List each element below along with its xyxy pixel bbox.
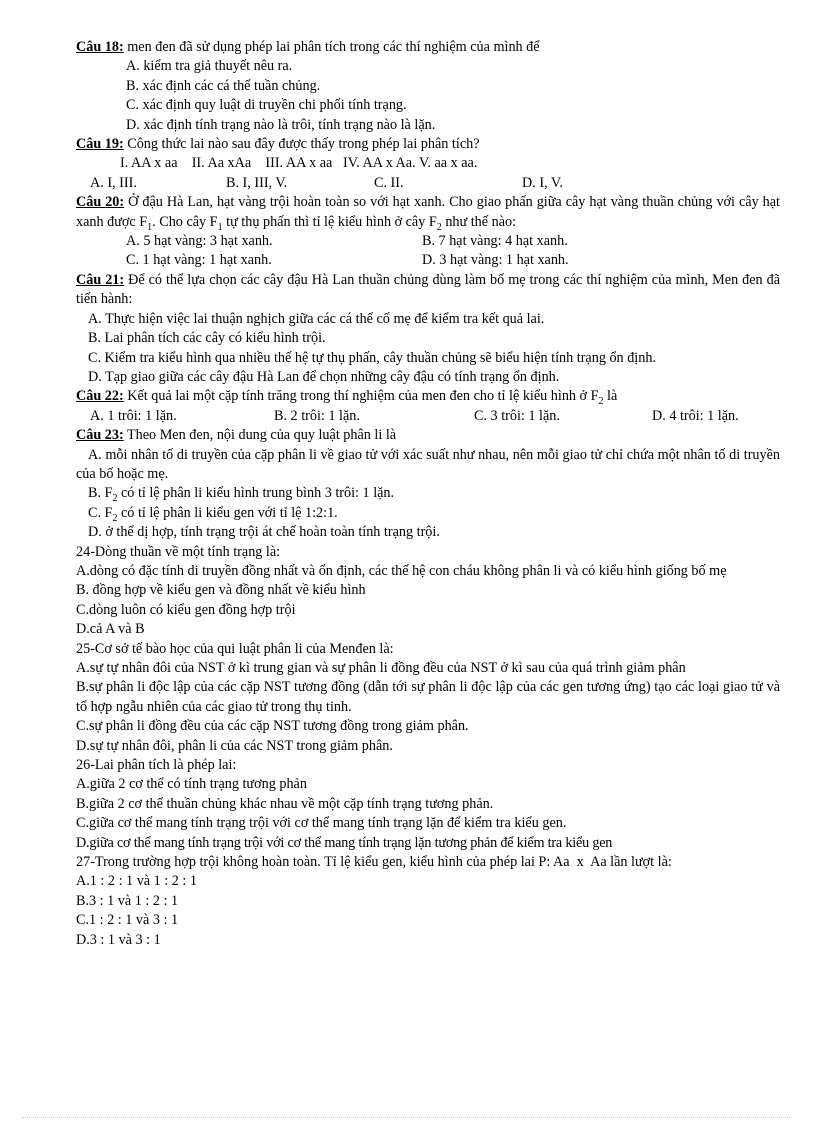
option-b: B.3 : 1 và 1 : 2 : 1 bbox=[76, 892, 179, 909]
question-number: Câu 19: bbox=[76, 136, 124, 153]
question-22 bbox=[76, 387, 780, 406]
option-a: A. Thực hiện việc lai thuận nghịch giữa các cá thể cố mẹ để kiểm tra kết quả lai. bbox=[88, 310, 545, 327]
question-stem: Để có thể lựa chọn các cây đậu Hà Lan thuần chủng dùng làm bố mẹ trong các thí nghiệm của mình, Men đen đã tiến hành: bbox=[76, 271, 780, 308]
subscript: 2 bbox=[598, 396, 604, 408]
option-c: C.1 : 2 : 1 và 3 : 1 bbox=[76, 912, 179, 929]
subscript: 1 bbox=[147, 221, 153, 233]
option-a: A. 5 hạt vàng: 3 hạt xanh. bbox=[126, 233, 273, 250]
question-stem: Kết quả lai một cặp tính trăng trong thí nghiệm của men đen cho tỉ lệ kiểu hình ở F bbox=[123, 388, 599, 405]
option-d: D.sự tự nhân đôi, phân li của các NST trong giảm phân. bbox=[76, 737, 393, 754]
option-c: C.giữa cơ thể mang tính trạng trội với cơ thể mang tính trạng lặn để kiểm tra kiểu gen. bbox=[76, 815, 567, 832]
option-row bbox=[76, 251, 780, 270]
option-b: B. 7 hạt vàng: 4 hạt xanh. bbox=[422, 233, 568, 250]
question-20 bbox=[76, 193, 780, 232]
subscript: 1 bbox=[217, 221, 223, 233]
question-number: Câu 21: bbox=[76, 271, 125, 288]
subscript: 2 bbox=[112, 512, 118, 524]
option-a: A.1 : 2 : 1 và 1 : 2 : 1 bbox=[76, 873, 197, 890]
option-a: A.dòng có đặc tính di truyền đồng nhất và ổn định, các thế hệ con cháu không phân li và có kiểu hình giống bố mẹ bbox=[76, 562, 727, 579]
option-a: A.giữa 2 cơ thể có tính trạng tương phản bbox=[76, 776, 307, 793]
question-number: Câu 23: bbox=[76, 427, 124, 444]
option-c: C. 3 trôi: 1 lặn. bbox=[474, 407, 560, 424]
question-stem-cont: tự thụ phấn thì tỉ lệ kiểu hình ở cây F bbox=[222, 213, 437, 230]
question-stem-cont: . Cho cây F bbox=[152, 213, 218, 230]
option-d: D. 3 hạt vàng: 1 hạt xanh. bbox=[422, 252, 569, 269]
option-row bbox=[76, 232, 780, 251]
document-page bbox=[76, 38, 780, 950]
question-23 bbox=[76, 426, 780, 445]
question-21 bbox=[76, 271, 780, 310]
option-c: C. 1 hạt vàng: 1 hạt xanh. bbox=[126, 252, 272, 269]
option-d: D. ở thể dị hợp, tính trạng trội át chế hoàn toàn tính trạng trội. bbox=[88, 524, 440, 541]
option-row bbox=[76, 407, 780, 426]
option-d: D. xác định tính trạng nào là trôi, tính trạng nào là lặn. bbox=[126, 116, 436, 133]
option-b: B. xác định các cá thể tuần chủng. bbox=[126, 77, 321, 94]
question-stem: Công thức lai nào sau đây được thấy trong phép lai phân tích? bbox=[123, 136, 480, 153]
option-text-cont: có tỉ lệ phân li kiểu hình trung bình 3 trôi: 1 lặn. bbox=[117, 485, 395, 502]
option-text: C. F bbox=[88, 504, 113, 521]
option-a: A. mỗi nhân tố di truyền của cặp phân li về giao tử với xác suất như nhau, nên mỗi giao tử chỉ chứa một nhân tố di truyền của bố hoặc mẹ. bbox=[76, 446, 780, 482]
question-number: Câu 18: bbox=[76, 39, 124, 55]
option-a: A. kiểm tra giả thuyết nêu ra. bbox=[126, 58, 293, 75]
option-row bbox=[76, 174, 780, 193]
option-text: B. F bbox=[88, 485, 113, 502]
question-19 bbox=[76, 135, 780, 154]
option-d: D. 4 trôi: 1 lặn. bbox=[652, 407, 739, 424]
option-c: C. xác định quy luật di truyền chi phối tính trạng. bbox=[126, 97, 407, 114]
option-b: B. I, III, V. bbox=[226, 174, 288, 191]
option-a: A.sự tự nhân đôi của NST ở kì trung gian và sự phân li đồng đều của NST ở kì sau của quá trình giảm phân bbox=[76, 660, 686, 676]
question-24: 24-Dòng thuần về một tính trạng là: bbox=[76, 543, 281, 560]
option-b bbox=[76, 484, 780, 503]
option-a: A. 1 trôi: 1 lặn. bbox=[90, 407, 177, 424]
option-b: B. 2 trôi: 1 lặn. bbox=[274, 407, 360, 424]
option-c: C.dòng luôn có kiểu gen đồng hợp trội bbox=[76, 601, 296, 618]
option-d: D. I, V. bbox=[522, 174, 563, 191]
option-b: B.giữa 2 cơ thể thuần chủng khác nhau về một cặp tính trạng tương phản. bbox=[76, 795, 494, 812]
question-stem-cont: là bbox=[603, 388, 618, 405]
option-c: C. Kiểm tra kiểu hình qua nhiều thế hệ tự thụ phấn, cây thuần chủng sẽ biểu hiện tính trạng ổn định. bbox=[88, 349, 656, 366]
option-c bbox=[76, 504, 780, 523]
subscript: 2 bbox=[112, 493, 118, 505]
question-number: Câu 22: bbox=[76, 388, 124, 405]
formula-list: I. AA x aa II. Aa xAa III. AA x aa IV. AA x Aa. V. aa x aa. bbox=[120, 155, 478, 172]
option-a: A. I, III. bbox=[90, 174, 137, 191]
question-26: 26-Lai phân tích là phép lai: bbox=[76, 757, 237, 774]
page-bottom-border bbox=[22, 1117, 792, 1118]
question-stem: Ở đậu Hà Lan, hạt vàng trội hoàn toàn so với hạt xanh. Cho giao phấn giữa cây hạt vàng thuần chủng với cây hạt xanh được F bbox=[76, 194, 780, 230]
option-b: B. đồng hợp về kiểu gen và đồng nhất về kiểu hình bbox=[76, 582, 366, 599]
question-18 bbox=[76, 38, 780, 57]
option-c: C.sự phân li đồng đều của các cặp NST tương đồng trong giảm phân. bbox=[76, 718, 469, 735]
option-d: D.giữa cơ thể mang tính trạng trội với cơ thể mang tính trạng lặn tương phản để kiểm tra kiểu gen bbox=[76, 834, 613, 851]
option-d: D. Tạp giao giữa các cây đậu Hà Lan để chọn những cây đậu có tính trạng ổn định. bbox=[88, 368, 560, 385]
question-27: 27-Trong trường hợp trội không hoàn toàn. Tỉ lệ kiểu gen, kiểu hình của phép lai P: Aa x Aa lần lượt là: bbox=[76, 854, 672, 871]
option-d: D.3 : 1 và 3 : 1 bbox=[76, 931, 161, 948]
question-25: 25-Cơ sở tế bào học của qui luật phân li của Menđen là: bbox=[76, 640, 394, 657]
option-d: D.cả A và B bbox=[76, 621, 145, 638]
question-stem: Theo Men đen, nội dung của quy luật phân li là bbox=[123, 427, 397, 444]
option-c: C. II. bbox=[374, 174, 404, 191]
question-number: Câu 20: bbox=[76, 194, 125, 211]
option-b: B.sự phân li độc lập của các cặp NST tương đồng (dẫn tới sự phân li độc lập của các gen tương ứng) tạo các loại giao tử và tổ hợp ngẫu nhiên của các giao tử trong thụ tinh. bbox=[76, 679, 780, 715]
option-b: B. Lai phân tích các cây có kiểu hình trội. bbox=[88, 330, 326, 347]
question-stem: men đen đã sử dụng phép lai phân tích trong các thí nghiệm của mình để bbox=[123, 39, 540, 55]
question-stem-cont: như thế nào: bbox=[441, 213, 517, 230]
subscript: 2 bbox=[436, 221, 442, 233]
option-text-cont: có tỉ lệ phân li kiểu gen với tỉ lệ 1:2:1. bbox=[117, 504, 338, 521]
